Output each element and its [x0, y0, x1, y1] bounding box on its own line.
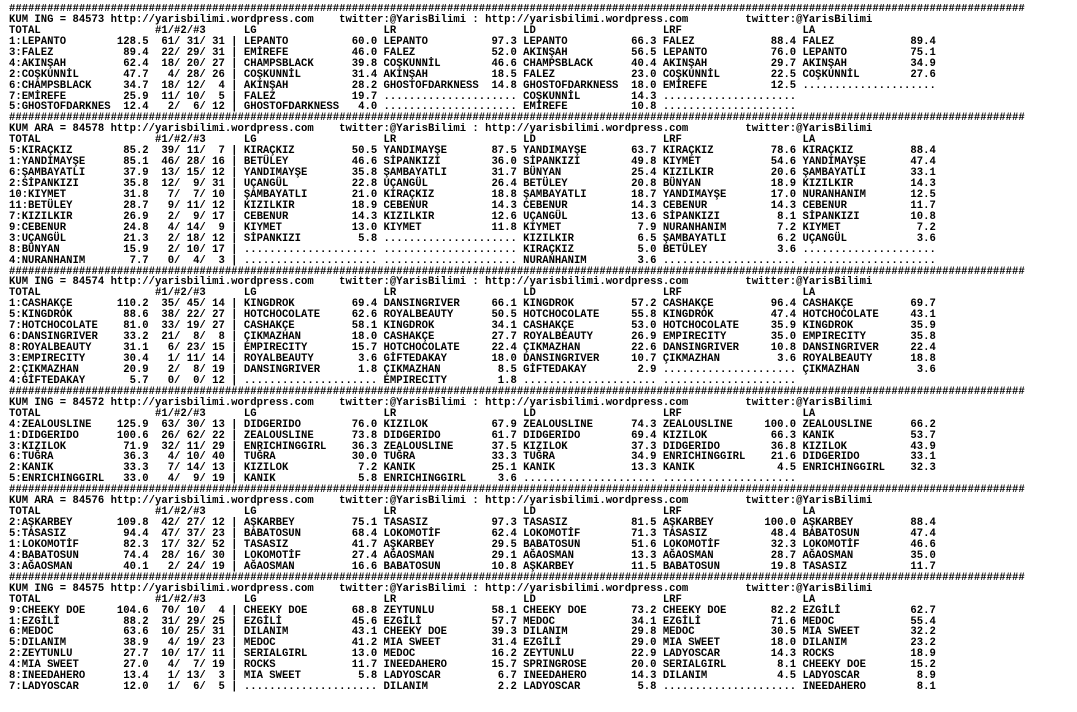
- text-line: 4:NURANHANIM 7.7 0/ 4/ 3 | ..................... ..................... NURANHANIM 3.6 ..................... .....................: [9, 254, 936, 267]
- text-line: 9:CHEEKY DOE 104.6 70/ 10/ 4 | CHEEKY DOE 68.8 ZEYTUNLU 58.1 CHEEKY DOE 73.2 CHEEKY DOE 82.2 EZGİLİ 62.7: [9, 604, 936, 617]
- text-line: KUM ARA = 84578 http://yarisbilimi.wordpress.com twitter:@YarisBilimi : http://yarisbilimi.wordpress.com twitter:@YarisBilimi: [9, 123, 873, 136]
- text-line: 5:KINGDROK 88.6 38/ 22/ 27 | HOTCHOCOLATE 62.6 ROYALBEAUTY 50.5 HOTCHOCOLATE 55.8 KINGDROK 47.4 HOTCHOCOLATE 43.1: [9, 309, 936, 322]
- text-line: 6:MEDOC 63.6 10/ 25/ 31 | DILANIM 43.1 CHEEKY DOE 39.3 DILANIM 29.8 MEDOC 30.5 MIA SWEET 32.2: [9, 626, 936, 639]
- text-line: 7:HOTCHOCOLATE 81.0 33/ 19/ 27 | CASHAKÇE 58.1 KINGDROK 34.1 CASHAKÇE 53.0 HOTCHOCOLATE 35.9 KINGDROK 35.9: [9, 320, 936, 333]
- text-line: TOTAL #1/#2/#3 LG LR LD LRF LA: [9, 24, 816, 37]
- results-text-sheet: [9, 4, 1073, 708]
- text-line: 5:TASASIZ 94.4 47/ 37/ 23 | BABATOSUN 68.4 LOKOMOTİF 62.4 LOKOMOTİF 71.3 TASASIZ 48.4 BABATOSUN 47.4: [9, 528, 936, 540]
- text-line: TOTAL #1/#2/#3 LG LR LD LRF LA: [9, 506, 816, 519]
- text-line: 10:KIYMET 31.8 7/ 7/ 10 | ŞAMBAYATLI 21.0 KIRAÇKIZ 18.8 ŞAMBAYATLI 18.7 YANDIMAYŞE 17.0 NURANHANIM 12.5: [9, 188, 936, 201]
- text-line: 8:INEEDAHERO 13.4 1/ 13/ 3 | MIA SWEET 5.8 LADYOSCAR 6.7 INEEDAHERO 14.3 DILANIM 4.5 LADYOSCAR 8.9: [9, 670, 936, 683]
- text-line: 4:MIA SWEET 27.0 4/ 7/ 19 | ROCKS 11.7 INEEDAHERO 15.7 SPRINGROSE 20.0 SERIALGIRL 8.1 CHEEKY DOE 15.2: [9, 659, 936, 672]
- text-line: 2:SİPANKIZI 35.8 12/ 9/ 31 | UÇANGÜL 22.8 UÇANGÜL 26.4 BETÜLEY 20.8 BÜNYAN 18.9 KIZILKIR 14.3: [9, 178, 936, 190]
- text-line: 3:AĞAOSMAN 40.1 2/ 24/ 19 | AĞAOSMAN 16.6 BABATOSUN 10.8 AŞKARBEY 11.5 BABATOSUN 19.8 TASASIZ 11.7: [9, 560, 936, 573]
- text-line: 4:GİFTEDAKAY 5.7 0/ 0/ 12 | ..................... EMPIRECITY 1.8 ..................... .....................: [9, 374, 797, 387]
- text-line: 4:BABATOSUN 74.4 28/ 16/ 30 | LOKOMOTİF 27.4 AĞAOSMAN 29.1 AĞAOSMAN 13.3 AĞAOSMAN 28.7 AĞAOSMAN 35.0: [9, 549, 936, 562]
- text-line: 5:ENRICHINGGIRL 33.0 4/ 9/ 19 | KANIK 5.8 ENRICHINGGIRL 3.6 ..................... .....................: [9, 473, 797, 486]
- text-line: 1:DIDGERIDO 100.6 26/ 62/ 22 | ZEALOUSLINE 73.8 DIDGERIDO 61.7 DIDGERIDO 69.4 KIZILOK 66.3 KANIK 53.7: [9, 429, 936, 442]
- text-line: 5:GHOSTOFDARKNES 12.4 2/ 6/ 12 | GHOSTOFDARKNESS 4.0 ..................... EMİREFE 10.8 .....................: [9, 101, 797, 114]
- text-line: 8:ROYALBEAUTY 31.1 6/ 23/ 15 | EMPIRECITY 15.7 HOTCHOCOLATE 22.4 ÇIKMAZHAN 22.6 DANSINGRIVER 10.8 DANSINGRIVER 22.4: [9, 342, 936, 355]
- text-line: KUM ING = 84573 http://yarisbilimi.wordpress.com twitter:@YarisBilimi : http://yarisbilimi.wordpress.com twitter:@YarisBilimi: [9, 13, 873, 26]
- text-line: KUM ARA = 84576 http://yarisbilimi.wordpress.com twitter:@YarisBilimi : http://yarisbilimi.wordpress.com twitter:@YarisBilimi: [9, 495, 873, 508]
- text-line: TOTAL #1/#2/#3 LG LR LD LRF LA: [9, 134, 816, 147]
- text-line: 2:ÇIKMAZHAN 20.9 2/ 8/ 19 | DANSINGRIVER 1.8 ÇIKMAZHAN 8.5 GİFTEDAKAY 2.9 ..................... ÇIKMAZHAN 3.6: [9, 363, 936, 376]
- text-line: 6:ŞAMBAYATLI 37.9 13/ 15/ 12 | YANDIMAYŞE 35.8 ŞAMBAYATLI 31.7 BÜNYAN 25.4 KIZILKIR 20.6 ŞAMBAYATLI 33.1: [9, 167, 936, 180]
- text-line: KUM ING = 84575 http://yarisbilimi.wordpress.com twitter:@YarisBilimi : http://yarisbilimi.wordpress.com twitter:@YarisBilimi: [9, 582, 873, 595]
- text-line: 1:LOKOMOTİF 82.3 17/ 32/ 52 | TASASIZ 41.7 AŞKARBEY 29.5 BABATOSUN 51.6 LOKOMOTİF 32.3 LOKOMOTİF 46.6: [9, 538, 936, 551]
- text-line: 2:KANIK 33.3 7/ 14/ 13 | KIZILOK 7.2 KANIK 25.1 KANIK 13.3 KANIK 4.5 ENRICHINGGIRL 32.3: [9, 462, 936, 475]
- text-line: 1:LEPANTO 128.5 61/ 31/ 31 | LEPANTO 60.0 LEPANTO 97.3 LEPANTO 66.3 FALEZ 88.4 FALEZ 89.4: [9, 35, 936, 48]
- text-line: 3:UÇANGÜL 21.3 2/ 18/ 12 | SİPANKIZI 5.8 ..................... KIZILKIR 6.5 ŞAMBAYATLI 6.2 UÇANGÜL 3.6: [9, 232, 936, 245]
- separator-line: ################################################################################################################################################################: [9, 571, 1025, 584]
- text-line: 7:LADYOSCAR 12.0 1/ 6/ 5 | ..................... DILANIM 2.2 LADYOSCAR 5.8 ..................... INEEDAHERO 8.1: [9, 681, 936, 694]
- text-line: 6:TUĞRA 36.3 4/ 10/ 40 | TUĞRA 30.0 TUĞRA 33.3 TUĞRA 34.9 ENRICHINGGIRL 21.6 DIDGERIDO 33.1: [9, 451, 936, 464]
- text-line: 6:CHAMPSBLACK 34.7 18/ 12/ 4 | AKINŞAH 28.2 GHOSTOFDARKNESS 14.8 GHOSTOFDARKNESS 18.0 EMİREFE 12.5 .....................: [9, 79, 936, 92]
- text-line: 4:ZEALOUSLINE 125.9 63/ 30/ 13 | DIDGERIDO 76.0 KIZILOK 67.9 ZEALOUSLINE 74.3 ZEALOUSLINE 100.0 ZEALOUSLINE 66.2: [9, 418, 936, 431]
- separator-line: ################################################################################################################################################################: [9, 112, 1025, 125]
- text-line: 7:EMİREFE 25.9 11/ 10/ 5 | FALEZ 19.7 ..................... COŞKUNNİL 14.3 .....................: [9, 90, 797, 103]
- separator-line: ################################################################################################################################################################: [9, 385, 1025, 398]
- text-line: 3:FALEZ 89.4 22/ 29/ 31 | EMİREFE 46.0 FALEZ 52.0 AKINŞAH 56.5 LEPANTO 76.0 LEPANTO 75.1: [9, 46, 936, 59]
- text-line: 3:EMPIRECITY 30.4 1/ 11/ 14 | ROYALBEAUTY 3.6 GİFTEDAKAY 18.0 DANSINGRIVER 10.7 ÇIKMAZHAN 3.6 ROYALBEAUTY 18.8: [9, 353, 936, 365]
- text-line: KUM ING = 84572 http://yarisbilimi.wordpress.com twitter:@YarisBilimi : http://yarisbilimi.wordpress.com twitter:@YarisBilimi: [9, 396, 873, 409]
- text-line: 5:DILANIM 38.9 4/ 19/ 23 | MEDOC 41.2 MIA SWEET 31.4 EZGİLİ 29.0 MIA SWEET 18.0 DILANIM 23.2: [9, 637, 936, 650]
- text-line: 6:DANSINGRIVER 33.2 21/ 8/ 8 | ÇIKMAZHAN 18.0 CASHAKÇE 27.7 ROYALBEAUTY 26.9 EMPIRECITY 35.0 EMPIRECITY 35.8: [9, 331, 936, 344]
- text-line: 2:ZEYTUNLU 27.7 10/ 17/ 11 | SERIALGIRL 13.0 MEDOC 16.2 ZEYTUNLU 22.9 LADYOSCAR 14.3 ROCKS 18.9: [9, 648, 936, 661]
- separator-line: ################################################################################################################################################################: [9, 4, 1025, 15]
- text-line: TOTAL #1/#2/#3 LG LR LD LRF LA: [9, 287, 816, 300]
- text-line: 5:KIRAÇKIZ 85.2 39/ 11/ 7 | KIRAÇKIZ 50.5 YANDIMAYŞE 87.5 YANDIMAYŞE 63.7 KIRAÇKIZ 78.6 KIRAÇKIZ 88.4: [9, 145, 936, 158]
- text-line: 7:KIZILKIR 26.9 2/ 9/ 17 | CEBENUR 14.3 KIZILKIR 12.6 UÇANGÜL 13.6 SİPANKIZI 8.1 SİPANKIZI 10.8: [9, 210, 936, 223]
- text-line: 4:AKINŞAH 62.4 18/ 20/ 27 | CHAMPSBLACK 39.8 COŞKUNNİL 46.6 CHAMPSBLACK 40.4 AKINŞAH 29.7 AKINŞAH 34.9: [9, 57, 936, 70]
- text-line: 1:CASHAKÇE 110.2 35/ 45/ 14 | KINGDROK 69.4 DANSINGRIVER 66.1 KINGDROK 57.2 CASHAKÇE 96.4 CASHAKÇE 69.7: [9, 298, 936, 311]
- text-line: 11:BETÜLEY 28.7 9/ 11/ 12 | KIZILKIR 18.9 CEBENUR 14.3 CEBENUR 14.3 CEBENUR 14.3 CEBENUR 11.7: [9, 199, 936, 212]
- separator-line: ################################################################################################################################################################: [9, 265, 1025, 278]
- separator-line: ################################################################################################################################################################: [9, 484, 1025, 497]
- text-line: 8:BÜNYAN 15.9 2/ 10/ 17 | ..................... ..................... KIRAÇKIZ 5.0 BETÜLEY 3.6 .....................: [9, 243, 936, 256]
- text-line: 2:COŞKUNNİL 47.7 4/ 28/ 26 | COŞKUNNİL 31.4 AKINŞAH 18.5 FALEZ 23.0 COŞKUNNİL 22.5 COŞKUNNİL 27.6: [9, 68, 936, 81]
- text-line: 2:AŞKARBEY 109.8 42/ 27/ 12 | AŞKARBEY 75.1 TASASIZ 97.3 TASASIZ 81.5 AŞKARBEY 100.0 AŞKARBEY 88.4: [9, 517, 936, 530]
- text-line: 3:KIZILOK 71.9 32/ 11/ 29 | ENRICHINGGIRL 36.3 ZEALOUSLINE 37.5 KIZILOK 37.3 DIDGERIDO 36.8 KIZILOK 43.9: [9, 440, 936, 453]
- text-line: TOTAL #1/#2/#3 LG LR LD LRF LA: [9, 407, 816, 420]
- text-line: KUM ING = 84574 http://yarisbilimi.wordpress.com twitter:@YarisBilimi : http://yarisbilimi.wordpress.com twitter:@YarisBilimi: [9, 276, 873, 289]
- text-line: 1:YANDIMAYŞE 85.1 46/ 28/ 16 | BETÜLEY 46.6 SİPANKIZI 36.0 SİPANKIZI 49.8 KIYMET 54.6 YANDIMAYŞE 47.4: [9, 156, 936, 169]
- text-line: 1:EZGİLİ 88.2 31/ 29/ 25 | EZGİLİ 45.6 EZGİLİ 57.7 MEDOC 34.1 EZGİLİ 71.6 MEDOC 55.4: [9, 615, 936, 628]
- text-line: TOTAL #1/#2/#3 LG LR LD LRF LA: [9, 593, 816, 606]
- text-line: 9:CEBENUR 24.8 4/ 14/ 9 | KIYMET 13.0 KIYMET 11.8 KIYMET 7.9 NURANHANIM 7.2 KIYMET 7.2: [9, 221, 936, 234]
